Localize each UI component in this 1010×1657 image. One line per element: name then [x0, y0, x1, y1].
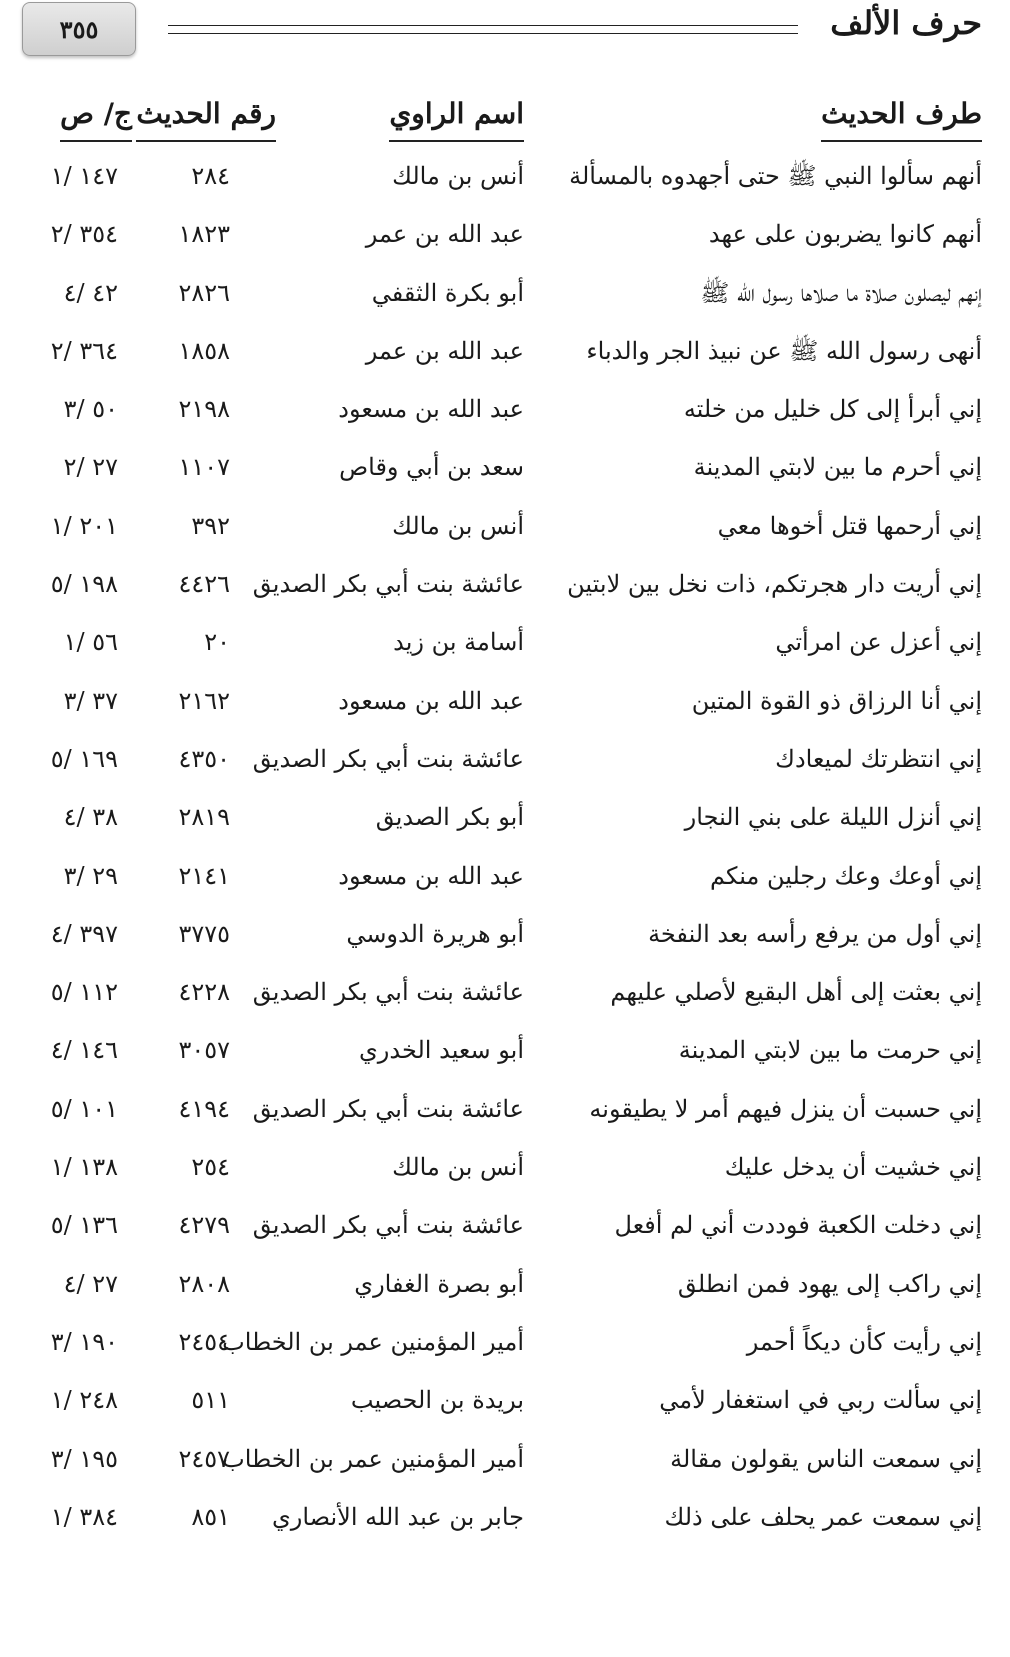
- column-header-hadith-start: طرف الحديث: [821, 94, 982, 142]
- hadith-start-cell: أنهم سألوا النبي ﷺ حتى أجهدوه بالمسألة: [569, 162, 982, 190]
- volume-page-cell: ٢٠١ /١: [50, 511, 118, 540]
- volume-page-cell: ٢٤٨ /١: [50, 1386, 118, 1415]
- hadith-start-cell: أنهم كانوا يضربون على عهد: [708, 220, 982, 249]
- volume-page-cell: ٣٩٧ /٤: [50, 919, 118, 948]
- narrator-cell: أبو سعيد الخدري: [359, 1036, 524, 1065]
- narrator-cell: أنس بن مالك: [392, 162, 524, 190]
- header-rule-top: [168, 25, 798, 26]
- narrator-cell: عبد الله بن مسعود: [338, 861, 524, 890]
- hadith-start-cell: إني حرمت ما بين لابتي المدينة: [678, 1036, 982, 1065]
- section-title: حرف الألف: [830, 4, 982, 42]
- table-row: [0, 1085, 1010, 1143]
- narrator-cell: عبد الله بن عمر: [365, 220, 524, 249]
- hadith-start-cell: إني سألت ربي في استغفار لأمي: [659, 1386, 982, 1415]
- table-row: [0, 968, 1010, 1026]
- header-rule-bottom: [168, 33, 798, 34]
- hadith-number-cell: ٣٠٥٧: [178, 1036, 230, 1065]
- hadith-number-cell: ٢٨٢٦: [178, 278, 230, 307]
- hadith-start-cell: إني أعزل عن امرأتي: [775, 628, 982, 657]
- table-row: [0, 852, 1010, 910]
- narrator-cell: أبو بكر الصديق: [375, 803, 524, 832]
- hadith-number-cell: ٢١٩٨: [178, 395, 230, 424]
- hadith-start-cell: إني أول من يرفع رأسه بعد النفخة: [648, 919, 982, 948]
- hadith-start-cell: إني أريت دار هجرتكم، ذات نخل بين لابتين: [567, 570, 982, 599]
- volume-page-cell: ٥٠ /٣: [63, 395, 118, 424]
- table-row: [0, 327, 1010, 385]
- volume-page-cell: ٣٧ /٣: [63, 686, 118, 715]
- table-row: [0, 1376, 1010, 1434]
- table-row: [0, 677, 1010, 735]
- table-row: [0, 793, 1010, 851]
- volume-page-cell: ١٠١ /٥: [50, 1094, 118, 1123]
- hadith-start-cell: إني رأيت كأن ديكاً أحمر: [746, 1327, 982, 1356]
- hadith-start-cell: إني أوعك وعك رجلين منكم: [709, 861, 982, 890]
- volume-page-cell: ٣٥٤ /٢: [50, 220, 118, 249]
- hadith-number-cell: ٤٣٥٠: [178, 744, 230, 773]
- volume-page-cell: ٣٨ /٤: [63, 803, 118, 832]
- hadith-number-cell: ٥١١: [191, 1386, 230, 1415]
- narrator-cell: عبد الله بن عمر: [365, 336, 524, 365]
- volume-page-cell: ١٤٦ /٤: [50, 1036, 118, 1065]
- hadith-number-cell: ٢٤٥٤: [178, 1327, 230, 1356]
- narrator-cell: أبو بكرة الثقفي: [371, 278, 524, 307]
- volume-page-cell: ١٤٧ /١: [50, 162, 118, 190]
- narrator-cell: عائشة بنت أبي بكر الصديق: [252, 978, 524, 1007]
- table-row: [0, 618, 1010, 676]
- narrator-cell: أنس بن مالك: [392, 511, 524, 540]
- page-number: ٣٥٥: [59, 14, 99, 44]
- hadith-number-cell: ٤٤٢٦: [178, 570, 230, 599]
- hadith-number-cell: ٤٢٢٨: [178, 978, 230, 1007]
- hadith-start-cell: إني سمعت عمر يحلف على ذلك: [664, 1502, 982, 1531]
- column-header-hadith-number: رقم الحديث: [136, 94, 276, 142]
- column-header-narrator: اسم الراوي: [389, 94, 524, 142]
- hadith-number-cell: ٢٠: [204, 628, 230, 657]
- hadith-start-cell: إني أنا الرزاق ذو القوة المتين: [691, 686, 982, 715]
- table-row: [0, 1201, 1010, 1259]
- narrator-cell: سعد بن أبي وقاص: [339, 453, 524, 482]
- volume-page-cell: ٢٧ /٤: [63, 1269, 118, 1298]
- table-row: [0, 152, 1010, 210]
- hadith-number-cell: ١٨٢٣: [178, 220, 230, 249]
- hadith-number-cell: ٢٤٥٧: [178, 1444, 230, 1473]
- volume-page-cell: ٢٧ /٢: [63, 453, 118, 482]
- volume-page-cell: ١١٢ /٥: [50, 978, 118, 1007]
- hadith-start-cell: إني انتظرتك لميعادك: [775, 744, 982, 773]
- hadith-number-cell: ٢١٦٢: [178, 686, 230, 715]
- narrator-cell: أبو بصرة الغفاري: [354, 1269, 524, 1298]
- hadith-start-cell: إني أرحمها قتل أخوها معي: [717, 511, 982, 540]
- hadith-start-cell: أنهى رسول الله ﷺ عن نبيذ الجر والدباء: [586, 336, 982, 365]
- narrator-cell: عبد الله بن مسعود: [338, 686, 524, 715]
- table-row: [0, 1143, 1010, 1201]
- volume-page-cell: ١٣٨ /١: [50, 1153, 118, 1182]
- volume-page-cell: ١٩٠ /٣: [50, 1327, 118, 1356]
- volume-page-cell: ٣٦٤ /٢: [50, 336, 118, 365]
- hadith-number-cell: ١٨٥٨: [178, 336, 230, 365]
- hadith-number-cell: ٤١٩٤: [178, 1094, 230, 1123]
- table-row: [0, 210, 1010, 268]
- hadith-number-cell: ٣٩٢: [191, 511, 230, 540]
- table-row: [0, 1260, 1010, 1318]
- hadith-start-cell: إني دخلت الكعبة فوددت أني لم أفعل: [614, 1211, 982, 1240]
- hadith-start-cell: إني خشيت أن يدخل عليك: [724, 1153, 982, 1182]
- hadith-number-cell: ٤٢٧٩: [178, 1211, 230, 1240]
- hadith-number-cell: ٢٨٤: [191, 162, 230, 190]
- volume-page-cell: ٣٨٤ /١: [50, 1502, 118, 1531]
- page-number-badge: [22, 2, 136, 56]
- narrator-cell: بريدة بن الحصيب: [350, 1386, 524, 1415]
- hadith-number-cell: ١١٠٧: [178, 453, 230, 482]
- hadith-start-cell: إني بعثت إلى أهل البقيع لأصلي عليهم: [610, 978, 982, 1007]
- hadith-number-cell: ٢١٤١: [178, 861, 230, 890]
- hadith-number-cell: ٢٨١٩: [178, 803, 230, 832]
- narrator-cell: عائشة بنت أبي بكر الصديق: [252, 744, 524, 773]
- table-row: [0, 560, 1010, 618]
- narrator-cell: أمير المؤمنين عمر بن الخطاب: [222, 1444, 524, 1473]
- hadith-number-cell: ٢٨٠٨: [178, 1269, 230, 1298]
- hadith-start-cell: إني حسبت أن ينزل فيهم أمر لا يطيقونه: [589, 1094, 982, 1123]
- volume-page-cell: ١٦٩ /٥: [50, 744, 118, 773]
- narrator-cell: عائشة بنت أبي بكر الصديق: [252, 1211, 524, 1240]
- table-row: [0, 269, 1010, 327]
- hadith-start-cell: إني سمعت الناس يقولون مقالة: [670, 1444, 982, 1473]
- narrator-cell: أبو هريرة الدوسي: [346, 919, 524, 948]
- narrator-cell: أمير المؤمنين عمر بن الخطاب: [222, 1327, 524, 1356]
- table-row: [0, 385, 1010, 443]
- hadith-number-cell: ٨٥١: [191, 1502, 230, 1531]
- narrator-cell: أنس بن مالك: [392, 1153, 524, 1182]
- table-row: [0, 1435, 1010, 1493]
- volume-page-cell: ٢٩ /٣: [63, 861, 118, 890]
- volume-page-cell: ٥٦ /١: [63, 628, 118, 657]
- hadith-start-cell: إنهم ليصلون صلاة ما صلاها رسول الله ﷺ: [700, 278, 982, 307]
- table-row: [0, 1493, 1010, 1551]
- table-row: [0, 1026, 1010, 1084]
- hadith-start-cell: إني أبرأ إلى كل خليل من خلته: [683, 395, 982, 424]
- hadith-number-cell: ٣٧٧٥: [178, 919, 230, 948]
- table-row: [0, 910, 1010, 968]
- hadith-start-cell: إني أنزل الليلة على بني النجار: [684, 803, 982, 832]
- volume-page-cell: ١٩٥ /٣: [50, 1444, 118, 1473]
- table-row: [0, 735, 1010, 793]
- table-row: [0, 443, 1010, 501]
- narrator-cell: أسامة بن زيد: [393, 628, 524, 657]
- volume-page-cell: ١٩٨ /٥: [50, 570, 118, 599]
- column-header-volume-page: ج/ ص: [60, 94, 132, 142]
- table-row: [0, 1318, 1010, 1376]
- volume-page-cell: ١٣٦ /٥: [50, 1211, 118, 1240]
- table-row: [0, 502, 1010, 560]
- narrator-cell: جابر بن عبد الله الأنصاري: [271, 1502, 524, 1531]
- index-table: [0, 152, 1010, 1551]
- hadith-start-cell: إني أحرم ما بين لابتي المدينة: [693, 453, 982, 482]
- narrator-cell: عائشة بنت أبي بكر الصديق: [252, 1094, 524, 1123]
- hadith-number-cell: ٢٥٤: [191, 1153, 230, 1182]
- narrator-cell: عائشة بنت أبي بكر الصديق: [252, 570, 524, 599]
- narrator-cell: عبد الله بن مسعود: [338, 395, 524, 424]
- hadith-start-cell: إني راكب إلى يهود فمن انطلق: [677, 1269, 982, 1298]
- volume-page-cell: ٤٢ /٤: [63, 278, 118, 307]
